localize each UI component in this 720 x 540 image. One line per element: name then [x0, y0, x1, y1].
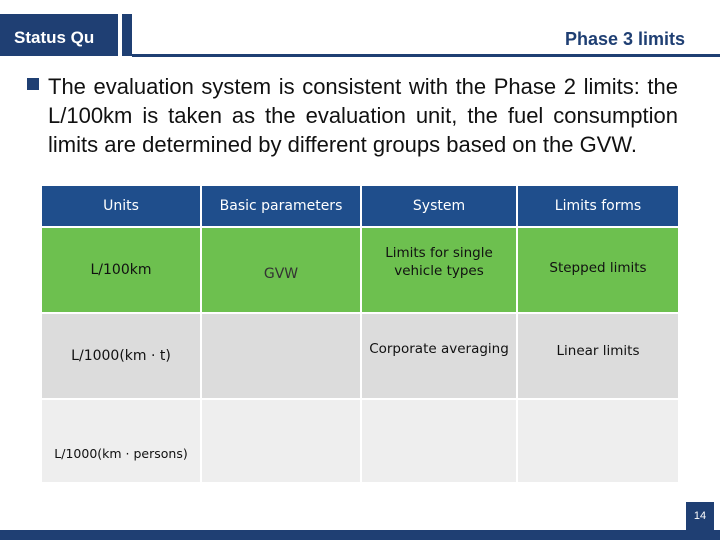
- page-number: 14: [686, 502, 714, 530]
- header-divider: [132, 54, 720, 57]
- table-cell-linear-limits: Linear limits: [518, 314, 678, 398]
- table-header-units: Units: [42, 186, 200, 226]
- table-header-basic-parameters: Basic parameters: [202, 186, 360, 226]
- footer-bar: [0, 530, 720, 540]
- table-cell-unit-l1000-km-t: L/1000(km · t): [42, 314, 200, 398]
- header-accent-bar: [122, 14, 132, 56]
- page-title: Phase 3 limits: [564, 29, 685, 49]
- table-cell-empty-r3c4: [518, 400, 678, 482]
- table-cell-empty-basic: [202, 314, 360, 398]
- table-cell-unit-l1000-km-persons: L/1000(km · persons): [42, 400, 200, 482]
- status-header-label: Status Qu: [14, 28, 95, 47]
- bullet-square-icon: [27, 78, 39, 90]
- table-cell-unit-l100km: L/100km: [42, 228, 200, 312]
- table-cell-single-vehicle: Limits for single vehicle types: [362, 228, 516, 312]
- table-cell-empty-r3c3: [362, 400, 516, 482]
- table-cell-stepped-limits: Stepped limits: [518, 228, 678, 312]
- intro-paragraph: The evaluation system is consistent with the Phase 2 limits: the L/100km is taken as the evaluation unit, the fuel consumption limits are determined by different groups based on the GVW.: [48, 74, 678, 157]
- table-header-system: System: [362, 186, 516, 226]
- table-cell-empty-r3c2: [202, 400, 360, 482]
- limits-table: [42, 186, 678, 482]
- table-header-limits-forms: Limits forms: [518, 186, 678, 226]
- table-cell-corporate-averaging: Corporate averaging: [362, 314, 516, 398]
- status-header-box: [0, 14, 118, 56]
- table-cell-gvw: GVW: [202, 228, 360, 312]
